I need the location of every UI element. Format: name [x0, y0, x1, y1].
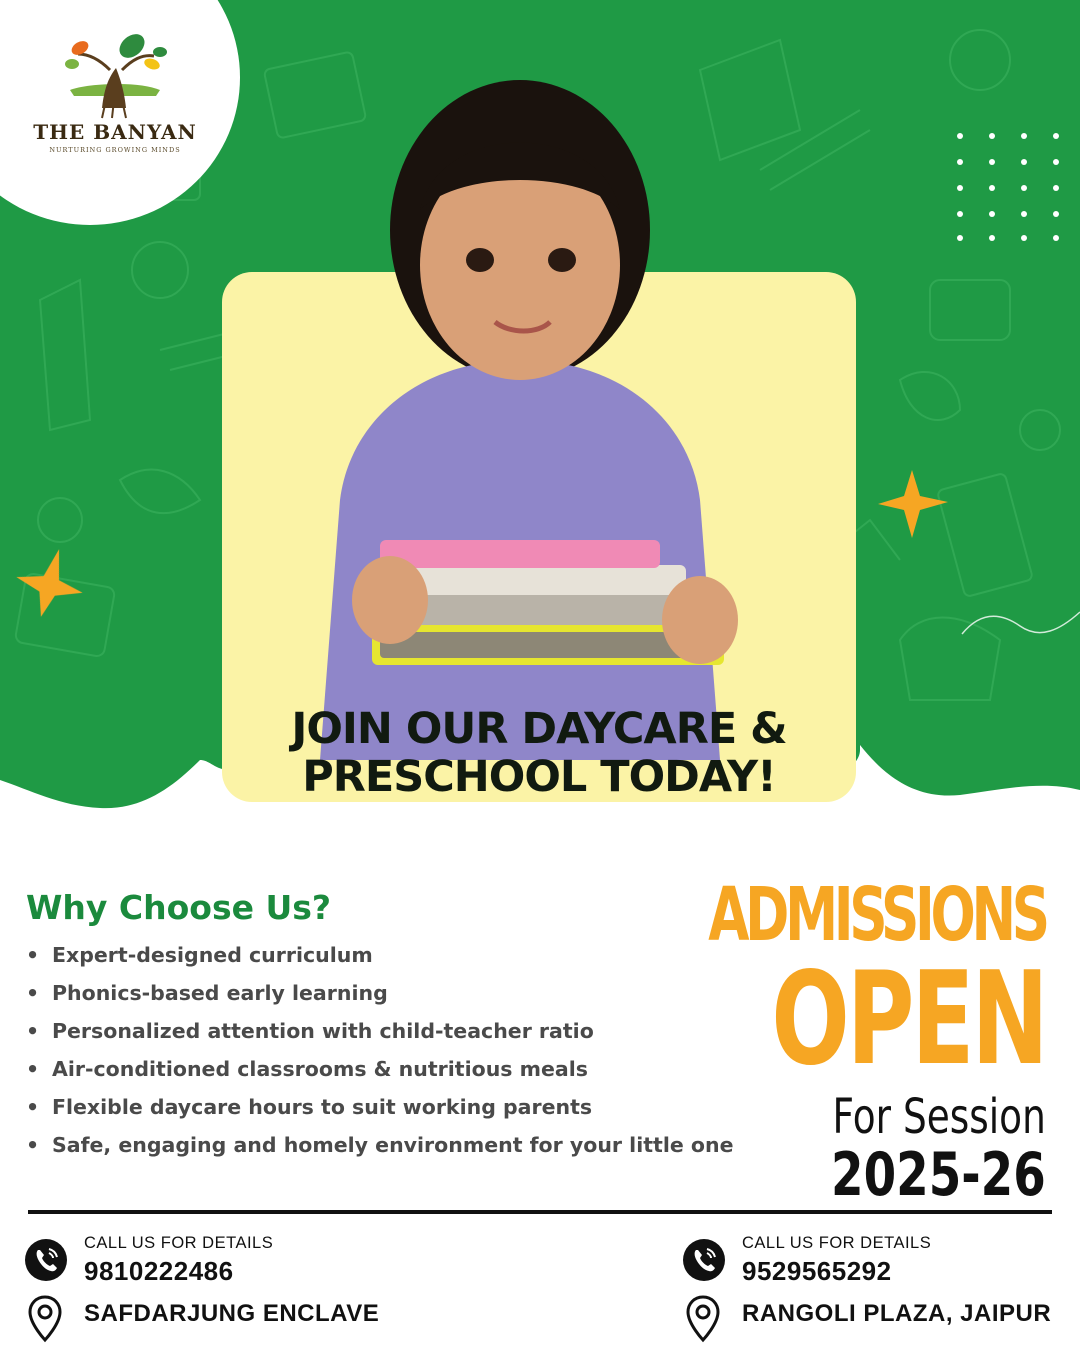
- call-label: CALL US FOR DETAILS: [84, 1234, 274, 1252]
- list-item: • Personalized attention with child-teacher ratio: [26, 1014, 733, 1052]
- address: RANGOLI PLAZA, JAIPUR: [742, 1300, 1052, 1327]
- child-holding-books-photo: [280, 60, 820, 760]
- footer-divider: [28, 1210, 1052, 1214]
- location-pin-icon: [684, 1294, 722, 1344]
- brand-name: THE BANYAN: [33, 120, 197, 144]
- admissions-heading: ADMISSIONS: [708, 872, 1046, 958]
- list-item: • Safe, engaging and homely environment for your little one: [26, 1128, 733, 1166]
- headline: [222, 705, 856, 801]
- address: SAFDARJUNG ENCLAVE: [84, 1300, 380, 1327]
- list-item: • Flexible daycare hours to suit working parents: [26, 1090, 733, 1128]
- headline-line-2: PRESCHOOL TODAY!: [302, 752, 776, 802]
- call-label: CALL US FOR DETAILS: [742, 1234, 932, 1252]
- brand-tagline: NURTURING GROWING MINDS: [49, 146, 181, 154]
- contact-card-1: [24, 1228, 444, 1348]
- phone-icon[interactable]: [682, 1238, 726, 1282]
- phone-number[interactable]: 9810222486: [84, 1256, 234, 1286]
- list-item: • Air-conditioned classrooms & nutritious meals: [26, 1052, 733, 1090]
- why-choose-us-title: Why Choose Us?: [26, 888, 332, 927]
- session-label: For Session: [832, 1089, 1046, 1145]
- session-year: 2025-26: [831, 1140, 1046, 1210]
- list-item: • Phonics-based early learning: [26, 976, 733, 1014]
- brand-logo: [30, 30, 200, 160]
- admissions-block: [577, 872, 1046, 1210]
- location-pin-icon: [26, 1294, 64, 1344]
- decorative-dot-grid: [952, 128, 1072, 243]
- phone-number[interactable]: 9529565292: [742, 1256, 892, 1286]
- contact-card-2: [682, 1228, 1072, 1348]
- banyan-tree-logo: [30, 30, 200, 120]
- phone-icon[interactable]: [24, 1238, 68, 1282]
- headline-line-1: JOIN OUR DAYCARE &: [291, 704, 787, 754]
- open-heading: OPEN: [771, 945, 1046, 1094]
- list-item: • Expert-designed curriculum: [26, 938, 733, 976]
